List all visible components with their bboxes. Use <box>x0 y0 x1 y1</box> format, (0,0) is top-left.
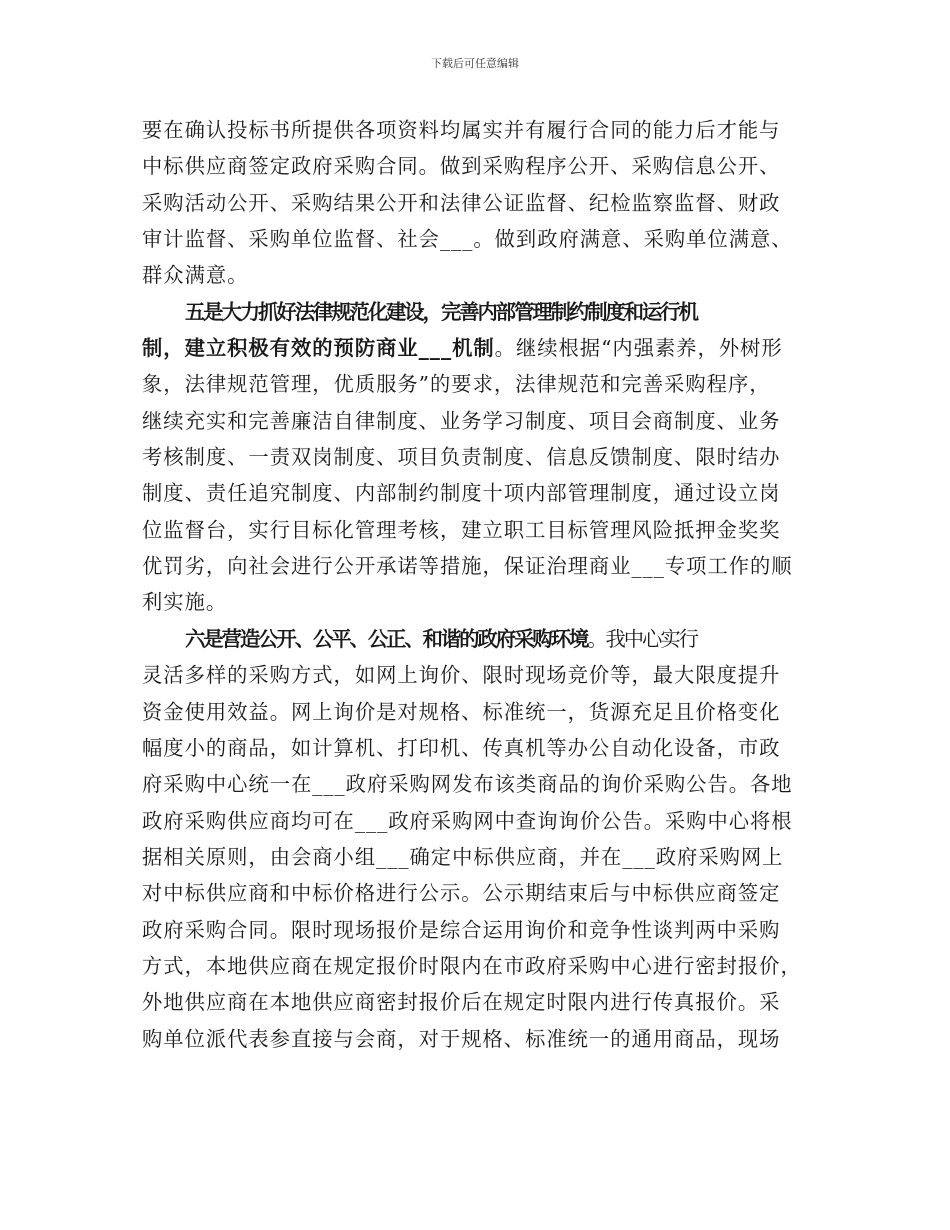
text-segment: 优罚劣，向社会进行公开承诺等措施，保证治理商业___专项工作的顺 <box>142 554 793 579</box>
text-line <box>142 839 822 875</box>
text-segment: 灵活多样的采购方式，如网上询价、限时现场竞价等，最大限度提升 <box>142 663 781 688</box>
text-segment: 采购活动公开、采购结果公开和法律公证监督、纪检监察监督、财政 <box>142 190 781 215</box>
text-line <box>142 657 822 693</box>
text-line <box>142 912 822 948</box>
text-segment: 据相关原则，由会商小组___确定中标供应商，并在___政府采购网上 <box>142 844 784 869</box>
text-line <box>142 512 822 548</box>
text-segment: 考核制度、一责双岗制度、项目负责制度、信息反馈制度、限时结办 <box>142 445 781 470</box>
text-line <box>142 475 822 511</box>
text-line <box>142 875 822 911</box>
text-segment: 审计监督、采购单位监督、社会___。做到政府满意、采购单位满意、 <box>142 227 793 252</box>
text-segment: 对中标供应商和中标价格进行公示。公示期结束后与中标供应商签定 <box>142 881 781 906</box>
bold-text-segment: 制，建立积极有效的预防商业___机制 <box>142 336 495 361</box>
text-segment: 资金使用效益。网上询价是对规格、标准统一，货源充足且价格变化 <box>142 699 781 724</box>
text-line <box>142 148 822 184</box>
text-segment: 方式，本地供应商在规定报价时限内在市政府采购中心进行密封报价， <box>142 953 802 978</box>
text-line <box>142 112 822 148</box>
text-line <box>142 730 822 766</box>
text-line <box>142 766 822 802</box>
text-segment: 。继续根据“内强素养，外树形 <box>494 336 783 361</box>
text-segment: 位监督台，实行目标化管理考核，建立职工目标管理风险抵押金奖奖 <box>142 517 781 542</box>
text-line <box>142 548 822 584</box>
text-segment: 府采购中心统一在___政府采购网发布该类商品的询价采购公告。各地 <box>142 772 793 797</box>
text-line <box>142 221 822 257</box>
text-line <box>142 803 822 839</box>
text-line <box>142 257 822 293</box>
text-segment: 购单位派代表参直接与会商，对于规格、标准统一的通用商品，现场 <box>142 1026 781 1051</box>
text-line <box>142 621 822 657</box>
text-line <box>142 948 822 984</box>
text-segment: 利实施。 <box>142 590 228 615</box>
text-segment: 幅度小的商品，如计算机、打印机、传真机等办公自动化设备，市政 <box>142 735 781 760</box>
bold-text-segment: 五是大力抓好法律规范化建设，完善内部管理制约制度和运行机 <box>185 299 697 324</box>
text-segment: 。我中心实行 <box>587 626 697 651</box>
text-line <box>142 294 822 330</box>
page-header: 下载后可任意编辑 <box>431 57 519 70</box>
text-line <box>142 584 822 620</box>
text-line <box>142 330 822 366</box>
text-segment: 制度、责任追究制度、内部制约制度十项内部管理制度，通过设立岗 <box>142 481 781 506</box>
text-line <box>142 1021 822 1057</box>
text-segment: 外地供应商在本地供应商密封报价后在规定时限内进行传真报价。采 <box>142 990 781 1015</box>
text-line <box>142 185 822 221</box>
text-segment: 中标供应商签定政府采购合同。做到采购程序公开、采购信息公开、 <box>142 154 781 179</box>
text-segment: 政府采购供应商均可在___政府采购网中查询询价公告。采购中心将根 <box>142 808 793 833</box>
text-segment: 象，法律规范管理，优质服务”的要求，法律规范和完善采购程序， <box>142 372 771 397</box>
text-line <box>142 439 822 475</box>
document-body <box>142 112 822 1057</box>
text-segment: 政府采购合同。限时现场报价是综合运用询价和竞争性谈判两中采购 <box>142 917 781 942</box>
bold-text-segment: 六是营造公开、公平、公正、和谐的政府采购环境 <box>185 626 588 651</box>
text-segment: 继续充实和完善廉洁自律制度、业务学习制度、项目会商制度、业务 <box>142 408 781 433</box>
text-segment: 群众满意。 <box>142 263 249 288</box>
text-segment: 要在确认投标书所提供各项资料均属实并有履行合同的能力后才能与 <box>142 118 781 142</box>
text-line <box>142 694 822 730</box>
text-line <box>142 984 822 1020</box>
text-line <box>142 366 822 402</box>
text-line <box>142 403 822 439</box>
